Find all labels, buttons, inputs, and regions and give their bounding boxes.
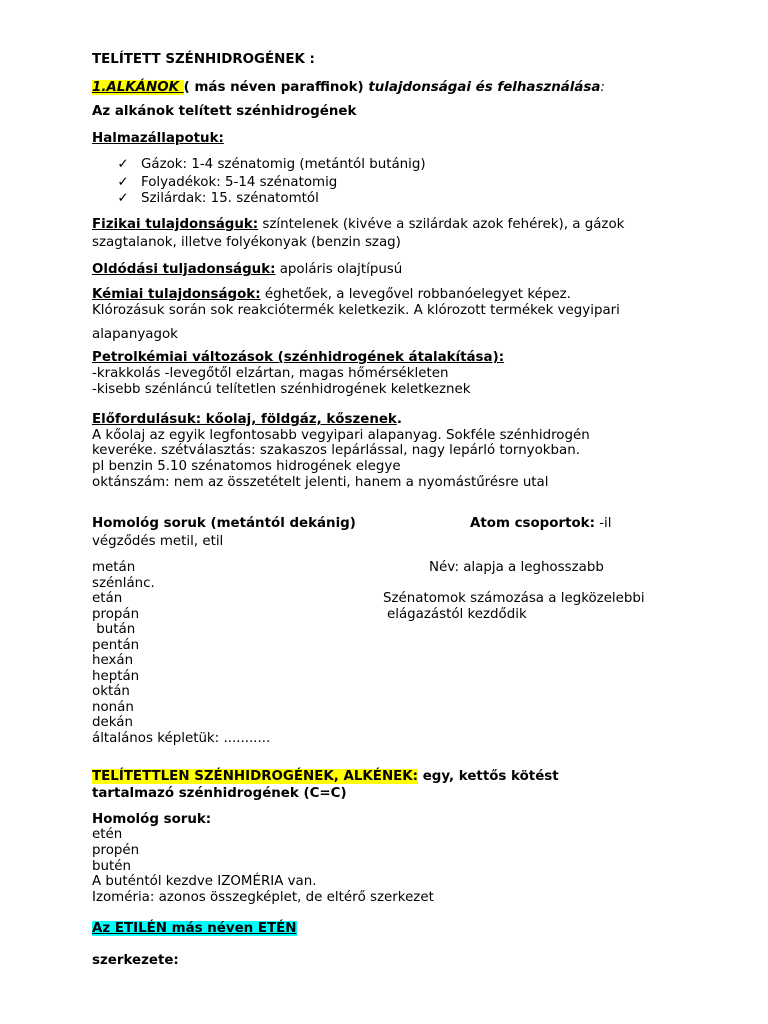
elofordulas-dot: . <box>396 412 402 427</box>
document-title: TELÍTETT SZÉNHIDROGÉNEK : <box>92 52 315 67</box>
halmazallapot-heading: Halmazállapotuk: <box>92 131 224 146</box>
izomeria-line-2: Izoméria: azonos összegképlet, de eltérő szerkezet <box>92 890 434 905</box>
atom-text: -il <box>594 516 612 531</box>
nev-line-3: elágazástól kezdődik <box>387 607 527 622</box>
petrolkemia-line-1: -krakkolás -levegőtől elzártan, magas hőmérsékleten <box>92 366 449 381</box>
kemiai-label: Kémiai tulajdonságok: <box>92 287 261 302</box>
alkene-name: etén <box>92 827 123 842</box>
alkane-name: heptán <box>92 669 140 684</box>
elofordulas-line-1: A kőolaj az egyik legfontosabb vegyipari alapanyag. Sokféle szénhidrogén <box>92 428 590 443</box>
atom-label: Atom csoportok: <box>470 516 595 531</box>
alkenek-line-2: tartalmazó szénhidrogének (C=C) <box>92 786 347 801</box>
vegzodes-line: végződés metil, etil <box>92 534 224 549</box>
alkane-name: hexán <box>92 653 134 668</box>
alkanok-intro: Az alkánok telített szénhidrogének <box>92 104 357 119</box>
alkenek-homolog-heading: Homológ soruk: <box>92 812 212 827</box>
alkanok-italic: tulajdonságai és felhasználása <box>368 80 601 95</box>
atom-csoportok <box>470 516 611 532</box>
oldodasi-label: Oldódási tuljadonságuk: <box>92 262 276 277</box>
fizikai-text: színtelenek (kivéve a szilárdak azok fehérek), a gázok <box>258 217 625 232</box>
nev-line-1: Név: alapja a leghosszabb <box>429 560 604 575</box>
elofordulas-line-3: pl benzin 5.10 szénatomos hidrogének elegye <box>92 459 401 474</box>
alkane-name: bután <box>92 622 136 637</box>
kemiai-text: éghetőek, a levegővel robbanóelegyet képez. <box>260 287 571 302</box>
kemiai-line-3: alapanyagok <box>92 327 178 342</box>
alkane-name: dekán <box>92 715 133 730</box>
fizikai-label: Fizikai tulajdonságuk: <box>92 217 259 232</box>
list-item: Gázok: 1-4 szénatomig (metántól butánig) <box>141 157 426 172</box>
szenlanc-line: szénlánc. <box>92 576 155 591</box>
alkane-name: propán <box>92 607 140 622</box>
nev-line-2: Szénatomok számozása a legközelebbi <box>383 591 645 606</box>
kemiai-line-2: Klórozásuk során sok reakciótermék keletkezik. A klórozott termékek vegyipari <box>92 303 620 318</box>
elofordulas-line-4: oktánszám: nem az összetételt jelenti, hanem a nyomástűrésre utal <box>92 475 549 490</box>
szerkezete-label: szerkezete: <box>92 953 179 968</box>
alkene-name: propén <box>92 843 140 858</box>
alkanok-paren: ( más néven paraffinok) <box>183 80 369 95</box>
alkenek-text: egy, kettős kötést <box>418 769 559 784</box>
alkane-name: nonán <box>92 700 134 715</box>
list-item: Szilárdak: 15. szénatomtól <box>141 191 319 206</box>
elofordulas-label: Előfordulásuk: kőolaj, földgáz, kőszenek <box>92 412 397 427</box>
alkane-name: etán <box>92 591 123 606</box>
alkanok-heading <box>92 80 605 96</box>
fizikai-line-2: szagtalanok, illetve folyékonyak (benzin szag) <box>92 235 401 250</box>
alkane-name: oktán <box>92 684 130 699</box>
etilen-heading <box>92 921 297 937</box>
checkmark-icon: ✓ <box>117 157 129 172</box>
list-item: Folyadékok: 5-14 szénatomig <box>141 175 338 190</box>
alkane-name: metán <box>92 560 136 575</box>
altalanos-keplet: általános képletük: ........... <box>92 731 271 746</box>
alkenek-label: TELÍTETTLEN SZÉNHIDROGÉNEK, ALKÉNEK: <box>92 769 419 784</box>
alkane-name: pentán <box>92 638 140 653</box>
izomeria-line-1: A buténtól kezdve IZOMÉRIA van. <box>92 874 317 889</box>
alkene-name: butén <box>92 859 131 874</box>
petrolkemia-heading: Petrolkémiai változások (szénhidrogének átalakítása): <box>92 350 505 365</box>
etilen-label: Az ETILÉN más néven ETÉN <box>92 921 297 936</box>
oldodasi-line <box>92 262 402 278</box>
elofordulas-heading <box>92 412 402 428</box>
alkanok-number-name: 1.ALKÁNOK <box>92 80 184 95</box>
petrolkemia-line-2: -kisebb szénláncú telítetlen szénhidrogének keletkeznek <box>92 382 471 397</box>
alkanok-colon: : <box>600 80 605 95</box>
checkmark-icon: ✓ <box>117 175 129 190</box>
homolog-heading: Homológ soruk (metántól dekánig) <box>92 516 356 531</box>
fizikai-line-1 <box>92 217 624 233</box>
alkenek-line-1 <box>92 769 559 785</box>
oldodasi-text: apoláris olajtípusú <box>275 262 403 277</box>
checkmark-icon: ✓ <box>117 191 129 206</box>
elofordulas-line-2: keveréke. szétválasztás: szakaszos lepárlással, nagy lepárló tornyokban. <box>92 443 580 458</box>
kemiai-line-1 <box>92 287 571 303</box>
